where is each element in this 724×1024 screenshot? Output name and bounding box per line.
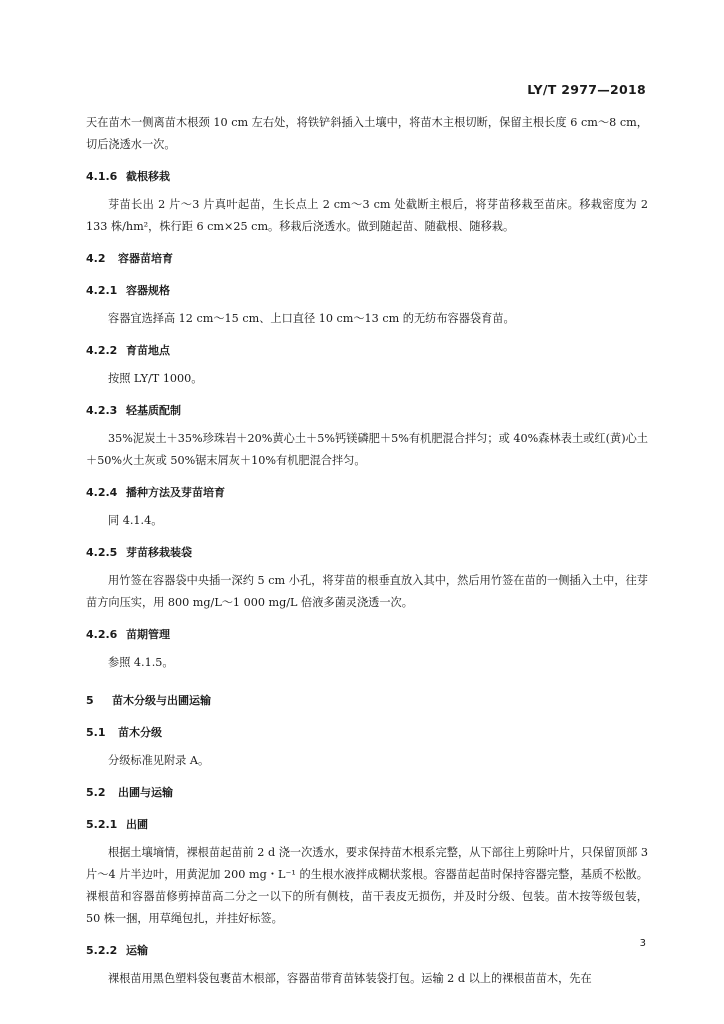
section-heading [86,814,648,836]
paragraph: 35%泥炭土＋35%珍珠岩＋20%黄心土＋5%钙镁磷肥＋5%有机肥混合拌匀；或 40%森林表土或红(黄)心土＋50%火土灰或 50%锯末屑灰＋10%有机肥混合拌匀。 [86,432,648,467]
section-title: 出圃与运输 [118,786,173,799]
section-title: 苗木分级 [118,726,162,739]
paragraph: 芽苗长出 2 片～3 片真叶起苗，生长点上 2 cm～3 cm 处截断主根后，将芽苗移栽至苗床。移栽密度为 2 133 株/hm²，株行距 6 cm×25 cm。移栽后浇透水。做到随起苗、随截根、随移栽。 [86,198,648,233]
section-heading [86,542,648,564]
section-heading [86,690,648,712]
section-number: 4.1.6 [86,170,118,183]
section-heading [86,940,648,962]
spacer [86,804,648,814]
paragraph: 天在苗木一侧离苗木根颈 10 cm 左右处，将铁铲斜插入土壤中，将苗木主根切断，保留主根长度 6 cm～8 cm，切后浇透水一次。 [86,116,648,151]
spacer [86,238,648,248]
document-body [86,112,648,990]
section-title: 播种方法及芽苗培育 [126,486,225,499]
section-number: 5.1 [86,726,106,739]
section-number: 4.2.6 [86,628,118,641]
section-title: 芽苗移栽装袋 [126,546,192,559]
section-heading [86,782,648,804]
paragraph: 裸根苗用黑色塑料袋包裹苗木根部，容器苗带育苗钵装袋打包。运输 2 d 以上的裸根苗苗木，先在 [108,972,592,985]
section-heading [86,248,648,270]
section-title: 容器规格 [126,284,170,297]
spacer [86,712,648,722]
section-number: 4.2.5 [86,546,118,559]
paragraph: 用竹签在容器袋中央插一深约 5 cm 小孔，将芽苗的根垂直放入其中，然后用竹签在苗的一侧插入土中，往芽苗方向压实，用 800 mg/L～1 000 mg/L 倍液多菌灵浇透一次。 [86,574,648,609]
section-heading [86,340,648,362]
section-title: 运输 [126,944,148,957]
section-heading [86,400,648,422]
section-title: 育苗地点 [126,344,170,357]
spacer [86,270,648,280]
section-number: 4.2.1 [86,284,118,297]
section-number: 5.2 [86,786,106,799]
section-number: 4.2 [86,252,106,265]
spacer [86,930,648,940]
section-title: 轻基质配制 [126,404,181,417]
spacer [86,614,648,624]
section-heading [86,722,648,744]
paragraph: 分级标准见附录 A。 [108,754,210,767]
section-number: 5 [86,694,94,707]
paragraph: 同 4.1.4。 [108,514,163,527]
section-heading [86,280,648,302]
section-heading [86,482,648,504]
section-title: 苗期管理 [126,628,170,641]
paragraph: 参照 4.1.5。 [108,656,174,669]
section-number: 5.2.2 [86,944,118,957]
paragraph: 根据土壤墒情，裸根苗起苗前 2 d 浇一次透水，要求保持苗木根系完整，从下部往上剪除叶片，只保留顶部 3 片～4 片半边叶，用黄泥加 200 mg・L⁻¹ 的生根水液拌成糊状浆根。容器苗起苗时保持容器完整，基质不松散。裸根苗和容器苗修剪掉苗高二分之一以下的所有侧枝，苗干表皮无损伤，并及时分级、包装。苗木按等级包装，50 株一捆，用草绳包扎，并挂好标签。 [86,846,648,925]
section-number: 5.2.1 [86,818,118,831]
section-number: 4.2.4 [86,486,118,499]
spacer [86,330,648,340]
section-title: 苗木分级与出圃运输 [112,694,211,707]
section-title: 出圃 [126,818,148,831]
spacer [86,674,648,690]
section-title: 容器苗培育 [118,252,173,265]
section-number: 4.2.2 [86,344,118,357]
spacer [86,390,648,400]
paragraph: 按照 LY/T 1000。 [108,372,203,385]
paragraph: 容器宜选择高 12 cm～15 cm、上口直径 10 cm～13 cm 的无纺布容器袋育苗。 [108,312,515,325]
section-number: 4.2.3 [86,404,118,417]
section-heading [86,624,648,646]
standard-code: LY/T 2977—2018 [527,82,646,97]
page-number: 3 [639,938,646,949]
section-heading [86,166,648,188]
spacer [86,532,648,542]
spacer [86,472,648,482]
section-title: 截根移栽 [126,170,170,183]
spacer [86,772,648,782]
spacer [86,156,648,166]
